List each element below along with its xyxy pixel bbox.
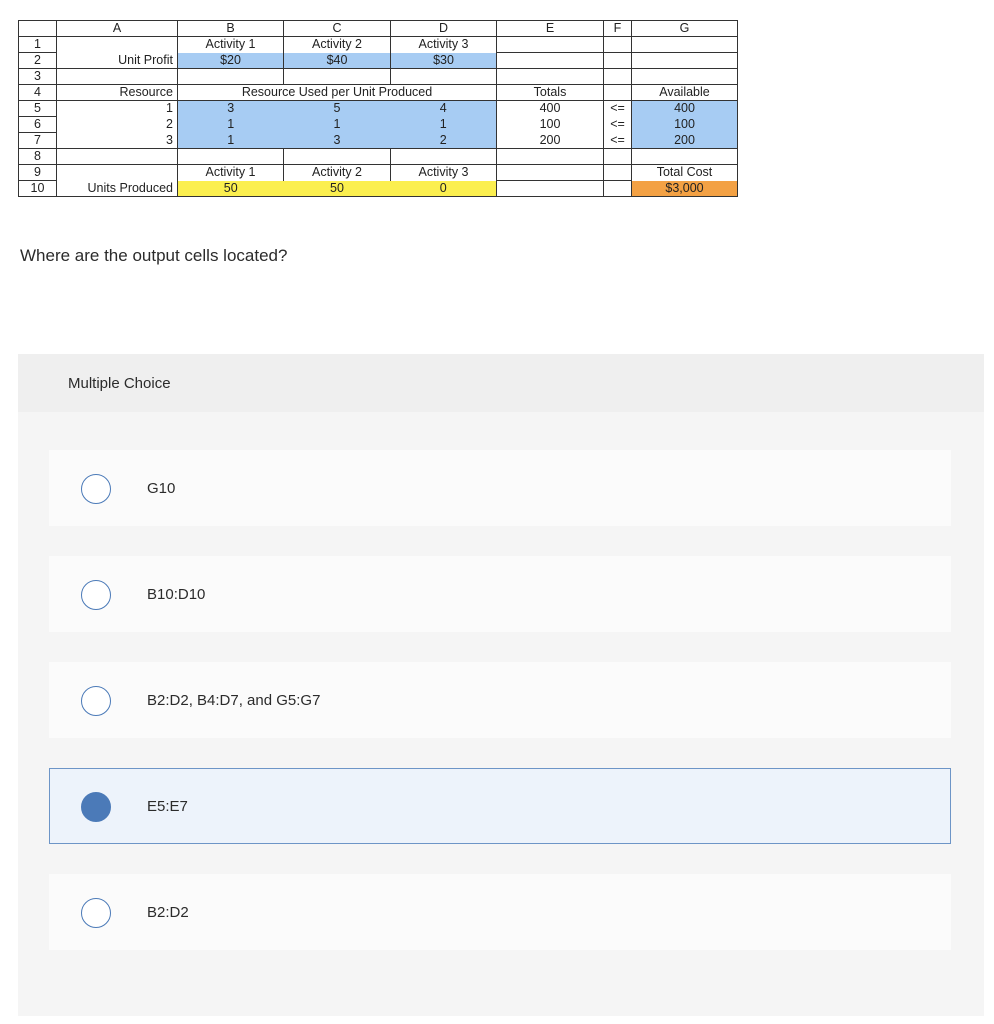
cell-c2: $40 <box>284 53 391 69</box>
cell-f3 <box>604 69 632 85</box>
answer-option-e5-e7[interactable] <box>49 768 951 844</box>
row-number: 4 <box>19 85 57 101</box>
cell-b10: 50 <box>178 181 284 197</box>
answer-option-label: E5:E7 <box>147 798 188 815</box>
sheet-row-3 <box>19 69 738 85</box>
row-number: 5 <box>19 101 57 117</box>
col-header-c: C <box>284 21 391 37</box>
row-number: 2 <box>19 53 57 69</box>
cell-f1 <box>604 37 632 53</box>
cell-a7: 3 <box>57 133 178 149</box>
cell-d3 <box>391 69 497 85</box>
radio-button[interactable] <box>81 580 111 610</box>
answer-option-label: B2:D2 <box>147 904 189 921</box>
question-text: Where are the output cells located? <box>20 246 288 265</box>
cell-c3 <box>284 69 391 85</box>
sheet-row-4 <box>19 85 738 101</box>
cell-b2: $20 <box>178 53 284 69</box>
cell-c10: 50 <box>284 181 391 197</box>
cell-c8 <box>284 149 391 165</box>
col-header-d: D <box>391 21 497 37</box>
spreadsheet <box>18 20 738 197</box>
sheet-row-9 <box>19 165 738 181</box>
cell-a6: 2 <box>57 117 178 133</box>
multiple-choice-title: Multiple Choice <box>68 375 171 392</box>
radio-button[interactable] <box>81 474 111 504</box>
multiple-choice-panel <box>18 354 984 1016</box>
cell-a5: 1 <box>57 101 178 117</box>
cell-f5: <= <box>604 101 632 117</box>
cell-d5: 4 <box>391 101 497 117</box>
answer-option-label: B10:D10 <box>147 586 206 603</box>
row-number: 8 <box>19 149 57 165</box>
cell-g1 <box>632 37 738 53</box>
cell-e8 <box>497 149 604 165</box>
cell-f8 <box>604 149 632 165</box>
cell-e6: 100 <box>497 117 604 133</box>
row-number: 6 <box>19 117 57 133</box>
cell-b3 <box>178 69 284 85</box>
cell-e1 <box>497 37 604 53</box>
cell-d7: 2 <box>391 133 497 149</box>
radio-button[interactable] <box>81 898 111 928</box>
column-header-row <box>19 21 738 37</box>
cell-d1: Activity 3 <box>391 37 497 53</box>
cell-g6: 100 <box>632 117 738 133</box>
sheet-row-10 <box>19 181 738 197</box>
row-number: 9 <box>19 165 57 181</box>
cell-d6: 1 <box>391 117 497 133</box>
sheet-row-1 <box>19 37 738 53</box>
cell-c1: Activity 2 <box>284 37 391 53</box>
row-number: 3 <box>19 69 57 85</box>
sheet-row-5 <box>19 101 738 117</box>
answer-option-label: B2:D2, B4:D7, and G5:G7 <box>147 692 321 709</box>
cell-e9 <box>497 165 604 181</box>
cell-a9 <box>57 165 178 181</box>
cell-b6: 1 <box>178 117 284 133</box>
answer-option-label: G10 <box>147 480 176 497</box>
col-header-e: E <box>497 21 604 37</box>
cell-a8 <box>57 149 178 165</box>
radio-button[interactable] <box>81 686 111 716</box>
cell-c6: 1 <box>284 117 391 133</box>
cell-a3 <box>57 69 178 85</box>
col-header-a: A <box>57 21 178 37</box>
cell-c5: 5 <box>284 101 391 117</box>
row-number: 7 <box>19 133 57 149</box>
cell-b1: Activity 1 <box>178 37 284 53</box>
cell-a2: Unit Profit <box>57 53 178 69</box>
sheet-row-2 <box>19 53 738 69</box>
answer-option-b2-d2[interactable] <box>49 874 951 950</box>
cell-e5: 400 <box>497 101 604 117</box>
col-header-g: G <box>632 21 738 37</box>
sheet-row-6 <box>19 117 738 133</box>
cell-e3 <box>497 69 604 85</box>
answer-option-b10-d10[interactable] <box>49 556 951 632</box>
cell-a4: Resource <box>57 85 178 101</box>
cell-b4-d4: Resource Used per Unit Produced <box>178 85 497 101</box>
cell-g5: 400 <box>632 101 738 117</box>
cell-c9: Activity 2 <box>284 165 391 181</box>
cell-e10 <box>497 181 604 197</box>
cell-g10: $3,000 <box>632 181 738 197</box>
row-number: 1 <box>19 37 57 53</box>
sheet-row-8 <box>19 149 738 165</box>
cell-b9: Activity 1 <box>178 165 284 181</box>
radio-button-selected[interactable] <box>81 792 111 822</box>
cell-g7: 200 <box>632 133 738 149</box>
cell-d2: $30 <box>391 53 497 69</box>
cell-f10 <box>604 181 632 197</box>
cell-g8 <box>632 149 738 165</box>
col-header-f: F <box>604 21 632 37</box>
cell-b5: 3 <box>178 101 284 117</box>
cell-g9: Total Cost <box>632 165 738 181</box>
cell-e7: 200 <box>497 133 604 149</box>
cell-f6: <= <box>604 117 632 133</box>
cell-f7: <= <box>604 133 632 149</box>
col-header-b: B <box>178 21 284 37</box>
cell-f4 <box>604 85 632 101</box>
sheet-row-7 <box>19 133 738 149</box>
cell-b8 <box>178 149 284 165</box>
cell-g2 <box>632 53 738 69</box>
cell-a10: Units Produced <box>57 181 178 197</box>
cell-d10: 0 <box>391 181 497 197</box>
cell-a1 <box>57 37 178 53</box>
cell-b7: 1 <box>178 133 284 149</box>
corner-cell <box>19 21 57 37</box>
row-number: 10 <box>19 181 57 197</box>
cell-c7: 3 <box>284 133 391 149</box>
cell-f9 <box>604 165 632 181</box>
cell-g4: Available <box>632 85 738 101</box>
cell-d9: Activity 3 <box>391 165 497 181</box>
cell-e2 <box>497 53 604 69</box>
cell-e4: Totals <box>497 85 604 101</box>
cell-g3 <box>632 69 738 85</box>
cell-f2 <box>604 53 632 69</box>
cell-d8 <box>391 149 497 165</box>
multiple-choice-header <box>18 354 984 412</box>
answer-option-b2-d2-b4-d7-g5-g7[interactable] <box>49 662 951 738</box>
answer-option-g10[interactable] <box>49 450 951 526</box>
